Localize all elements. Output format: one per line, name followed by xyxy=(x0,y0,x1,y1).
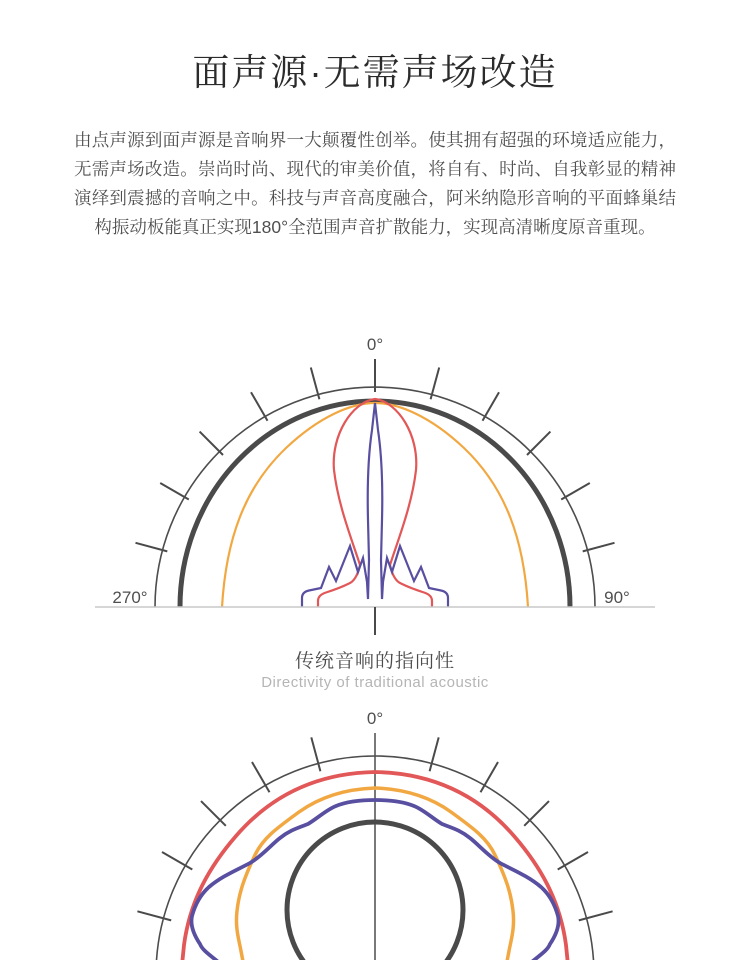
narrow-lobe-curve xyxy=(318,399,432,607)
needle-lobe-curve xyxy=(302,403,448,607)
angle-label-90: 90° xyxy=(604,588,630,607)
chart1-subcaption: Directivity of traditional acoustic xyxy=(261,674,489,691)
outer-ring-arc xyxy=(155,387,595,607)
angle-label-0: 0° xyxy=(366,335,384,354)
angle-label-0: 0° xyxy=(366,709,384,728)
chart-traditional-directivity xyxy=(0,330,750,645)
angle-label-270: 270° xyxy=(112,588,148,607)
body-paragraph: 由点声源到面声源是音响界一大颠覆性创举。使其拥有超强的环境适应能力，无需声场改造。崇尚时尚、现代的审美价值，将自有、时尚、自我彰显的精神演绎到震撼的音响之中。科技与声音高度融合，阿米纳隐形音响的平面蜂巢结构振动板能真正实现180°全范围声音扩散能力，实现高清晰度原音重现。 xyxy=(74,130,676,237)
page-title: 面声源·无需声场改造 xyxy=(192,52,558,93)
chart-planar-directivity xyxy=(0,700,750,960)
reference-thick-arc xyxy=(180,401,570,607)
chart1-caption: 传统音响的指向性 xyxy=(294,651,455,672)
